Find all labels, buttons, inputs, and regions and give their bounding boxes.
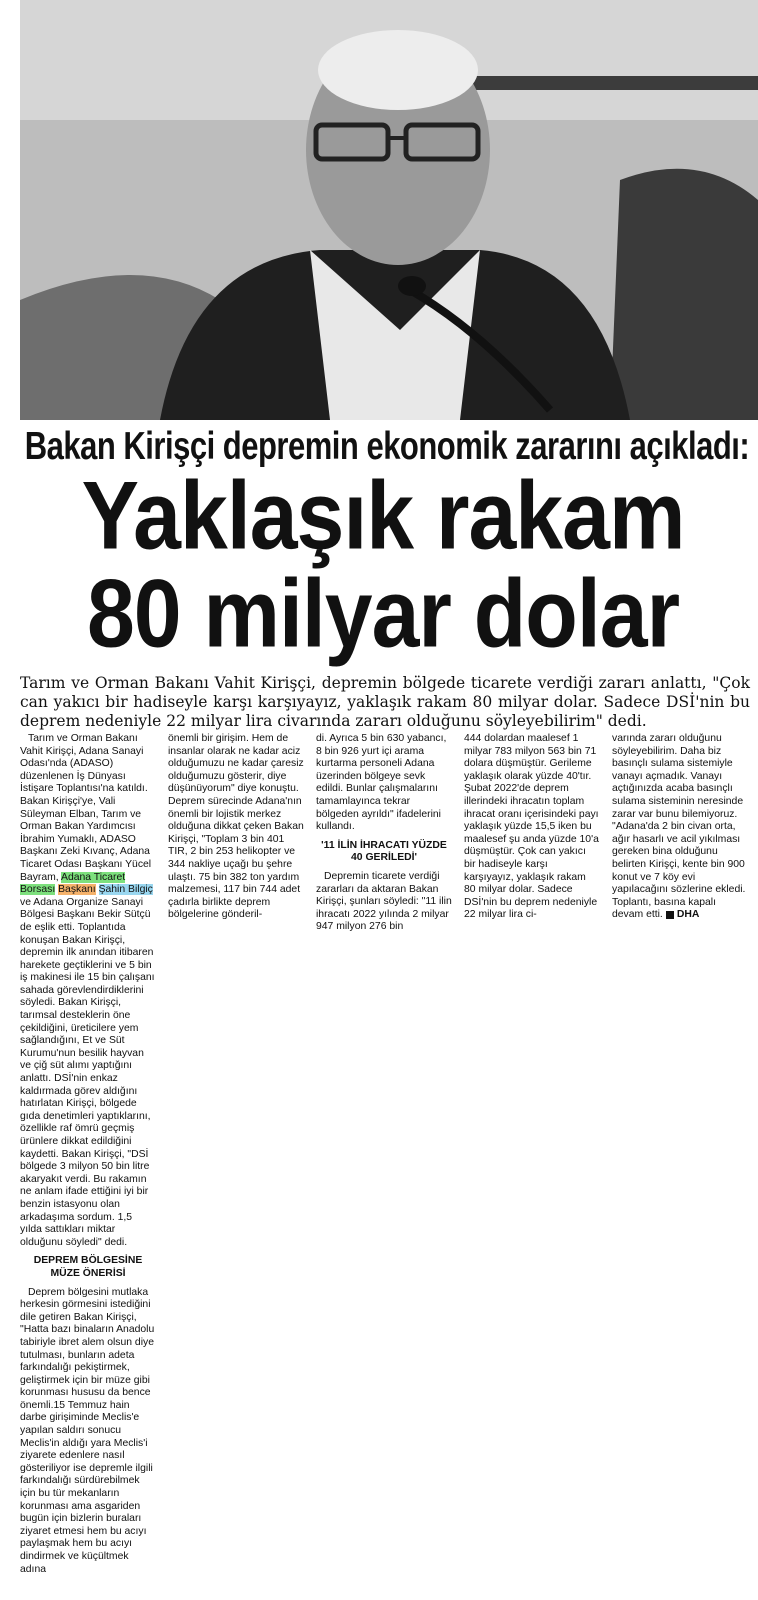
highlight-person: Şahin Bilgiç [98, 884, 153, 896]
column-2 [168, 733, 304, 922]
paragraph: di. Ayrıca 5 bin 630 yabancı, 8 bin 926 yurt içi arama kurtarma personeli Adana üzerinden bölgeye sevk edildi. Bunlar çalışmalarını tamamlayınca tekrar bölgeden ayrıldı" ifadelerini kullandı. [316, 733, 447, 833]
agency-credit: DHA [676, 909, 700, 921]
headline-line-2: 80 milyar dolar [86, 560, 680, 668]
highlight-organization: Adana Ticaret Borsası [20, 871, 126, 896]
paragraph [612, 733, 748, 922]
column-3 [316, 733, 452, 934]
column-5 [612, 733, 748, 922]
paragraph: Deprem bölgesini mutlaka herkesin görmesini istediğini dile getiren Bakan Kirişçi, "Hatta bazı binaların Anadolu tabiriyle ibret alem olsun diye tutulması, bunların adeta farkındalığı pekiştirmek, geliştirmek için bir müze gibi korunması hususu da bence önemli.15 Temmuz hain darbe girişiminde Meclis'e yapılan saldırı sonucu Meclis'in aldığı yara Meclis'i ziyarete edenlere nasıl gösteriliyor ise depremle ilgili farkındalığı sürdürebilmek için bu tür mekanların korunması ama asgariden bugün için bizlerin buraları ziyaret etmesi hem bu acıyı paylaşmak hem bu acıyı dindirmek ve küçültmek adına [20, 1286, 155, 1575]
article-lead: Tarım ve Orman Bakanı Vahit Kirişçi, depremin bölgede ticarete verdiği zararı anlattı, "Çok can yakıcı bir hadiseyle karşı karşıyayız, yaklaşık rakam 80 milyar dolar. Sadece DSİ'nin bu deprem nedeniyle 22 milyar lira civarında zararı olduğunu söyleyebilirim" dedi. [20, 674, 750, 730]
paragraph-text: ve Adana Organize Sanayi Bölgesi Başkanı Bekir Sütçü de eşlik etti. Toplantıda konuşan Bakan Kirişçi, depremin ilk anından itibaren harekete geçtiklerini ve 5 bin iş makinesi ile 15 bin çalışanı sahada görevlendirdiklerini söyledi. Bakan Kirişçi, tarımsal desteklerin öne çekildiğini, üreticilere yem sağlandığını, Et ve Süt Kurumu'nun besilik hayvan ve çiğ süt alımı yaptığını anlattı. DSİ'nin enkaz kaldırmada görev aldığını hatırlatan Kirişçi, bölgede gıda denetimleri yaptıklarını, özellikle raf ömrü geçmiş ürünlere dikkat edildiğini kaydetti. Bakan Kirişçi, "DSİ bölgede 3 milyon 50 bin litre akaryakıt verdi. Bu rakamın ne anlam ifade ettiğini iyi bir benzin istasyonu olan arkadaşıma sordum. 1,5 yılda sattıkları miktar olduğunu söyledi" dedi. [20, 896, 155, 1248]
end-square-icon [666, 911, 674, 919]
subheading: DEPREM BÖLGESİNE MÜZE ÖNERİSİ [33, 1255, 143, 1279]
subheading: '11 İLİN İHRACATI YÜZDE 40 GERİLEDİ' [321, 839, 447, 864]
paragraph-text: varında zararı olduğunu söyleyebilirim. Daha biz basınçlı sulama sistemiyle vanayı açmadık. Vanayı açtığınızda acaba basınçlı sulama sisteminin neresinde zarar var bunu bilemiyoruz. "Adana'da 2 bin civan orta, ağır hasarlı ve acil yıkılması gereken bina olduğunu belirten Kirişçi, kente bin 900 konut ve 7 köy evi yapılacağını sözlerine ekledi. Toplantı, basına kapalı devam etti. [612, 733, 746, 921]
paragraph: önemli bir girişim. Hem de insanlar olarak ne kadar aciz olduğumuzu ne kadar çaresiz olduğumuzu gösterir, diye düşünüyorum" diye konuştu. Deprem sürecinde Adana'nın önemli bir lojistik merkez olduğuna dikkat çeken Bakan Kirişçi, "Toplam 3 bin 401 TIR, 2 bin 253 helikopter ve 344 nakliye uçağı bu şehre ulaştı. 75 bin 382 ton yardım malzemesi, 117 bin 744 adet çadırla birlikte deprem bölgelerine gönderil- [168, 733, 304, 921]
highlight-title: Başkanı [58, 884, 96, 896]
paragraph [20, 733, 156, 1249]
paragraph: 444 dolardan maalesef 1 milyar 783 milyon 563 bin 71 dolara düşmüştür. Gerileme yaklaşık olarak yüzde 40'tır. Şubat 2022'de deprem illerindeki ihracatın toplam ihracat oranı içerisindeki payı yaklaşık yüzde 15,5 iken bu maalesef şu anda yüzde 10'a düşmüştür. Çok can yakıcı bir hadiseyle karşı karşıyayız, yaklaşık rakam 80 milyar dolar. Sadece DSİ'nin bu deprem nedeniyle 22 milyar lira ci- [464, 733, 599, 921]
paragraph-text: Tarım ve Orman Bakanı Vahit Kirişçi, Adana Sanayi Odası'nda (ADASO) düzenlenen İş Dünyası İstişare Toplantısı'na katıldı. Bakan Kirişçi'ye, Vali Süleyman Elban, Tarım ve Orman Bakan Yardımcısı İbrahim Yumaklı, ADASO Başkanı Zeki Kıvanç, Adana Ticaret Odası Başkanı Yücel Bayram, [20, 733, 152, 883]
column-4 [464, 733, 600, 922]
article-kicker: Bakan Kirişçi depremin ekonomik zararını açıkladı: [24, 424, 750, 468]
article-body [20, 733, 750, 1600]
minister-photo [20, 0, 758, 420]
headline-line-1: Yaklaşık rakam [81, 462, 685, 570]
column-1 [20, 733, 156, 1576]
paragraph: Depremin ticarete verdiği zararları da aktaran Bakan Kirişçi, şunları söyledi: "11 ilin ihracatı 2022 yılında 2 milyar 947 milyon 276 bin [316, 870, 452, 933]
